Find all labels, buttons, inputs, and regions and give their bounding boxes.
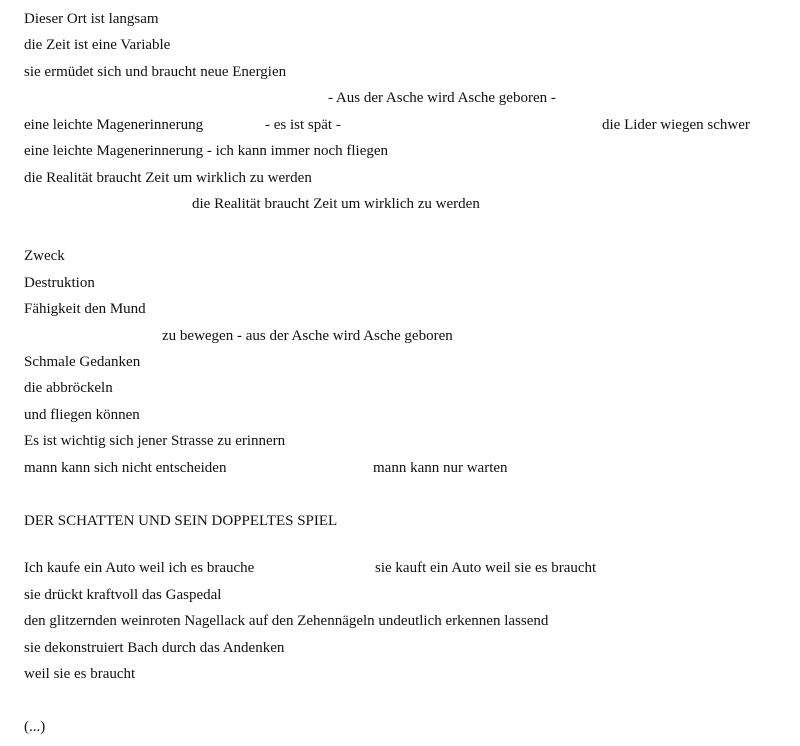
poem-line: weil sie es braucht	[24, 666, 136, 682]
poem-line: die abbröckeln	[24, 380, 113, 396]
poem-line: sie ermüdet sich und braucht neue Energien	[24, 64, 287, 80]
ellipsis-marker: (...)	[24, 719, 46, 735]
poem-line: und fliegen können	[24, 407, 140, 423]
poem-line: Schmale Gedanken	[24, 354, 141, 370]
poem-line: die Zeit ist eine Variable	[24, 37, 171, 53]
poem-line: Fähigkeit den Mund	[24, 301, 146, 317]
poem-line-fragment: mann kann sich nicht entscheiden	[24, 460, 227, 476]
poem-line-fragment: sie kauft ein Auto weil sie es braucht	[375, 560, 597, 576]
poem-line: Zweck	[24, 248, 65, 264]
poem-line: Dieser Ort ist langsam	[24, 11, 159, 27]
poem-line: sie dekonstruiert Bach durch das Andenken	[24, 640, 285, 656]
poem-line-indented: - Aus der Asche wird Asche geboren -	[328, 90, 556, 106]
poem-line: eine leichte Magenerinnerung - ich kann immer noch fliegen	[24, 143, 389, 159]
poem-line-fragment: - es ist spät -	[265, 117, 341, 133]
poem-line-indented: zu bewegen - aus der Asche wird Asche geboren	[162, 328, 453, 344]
poem-line-fragment: mann kann nur warten	[373, 460, 508, 476]
poem-line-indented: die Realität braucht Zeit um wirklich zu werden	[192, 196, 480, 212]
poem-line-fragment: Ich kaufe ein Auto weil ich es brauche	[24, 560, 255, 576]
poem-line: die Realität braucht Zeit um wirklich zu werden	[24, 170, 312, 186]
poem-line: den glitzernden weinroten Nagellack auf den Zehennägeln undeutlich erkennen lassend	[24, 613, 549, 629]
section-heading: DER SCHATTEN UND SEIN DOPPELTES SPIEL	[24, 513, 338, 529]
poem-line: Destruktion	[24, 275, 95, 291]
poem-line: Es ist wichtig sich jener Strasse zu erinnern	[24, 433, 286, 449]
poem-line-fragment: eine leichte Magenerinnerung	[24, 117, 204, 133]
poem-line-fragment: die Lider wiegen schwer	[602, 117, 750, 133]
poem-line: sie drückt kraftvoll das Gaspedal	[24, 587, 222, 603]
